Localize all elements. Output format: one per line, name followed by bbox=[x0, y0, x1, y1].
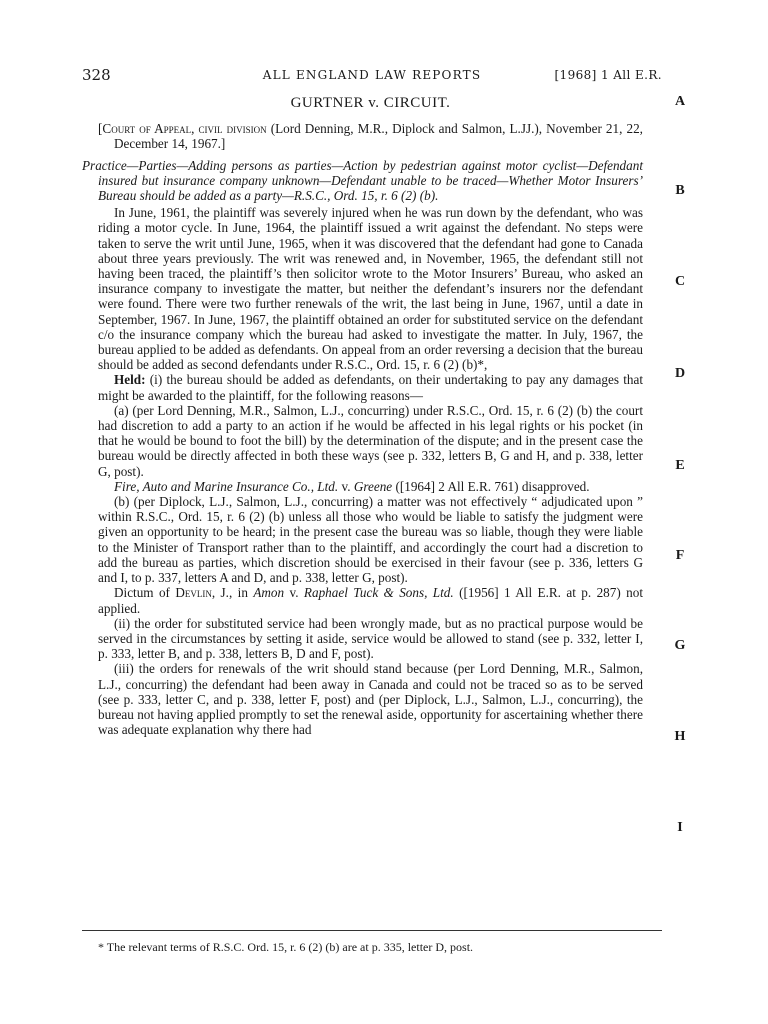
margin-letter-e: E bbox=[675, 458, 685, 473]
page-number: 328 bbox=[82, 66, 111, 84]
dictum-versus: v. bbox=[284, 585, 304, 601]
case-versus: v. bbox=[338, 478, 354, 494]
court-name: Court of Appeal, civil division bbox=[102, 121, 267, 137]
margin-letter-g: G bbox=[674, 638, 686, 653]
court-details: (Lord Denning, M.R., Diplock and Salmon, L.JJ.), November 21, 22, December 14, 1967.] bbox=[114, 121, 643, 152]
running-title: ALL ENGLAND LAW REPORTS bbox=[262, 68, 482, 82]
dictum-paragraph bbox=[98, 585, 643, 615]
case-name: Fire, Auto and Marine Insurance Co., Ltd. bbox=[114, 478, 339, 494]
margin-letter-c: C bbox=[674, 274, 686, 289]
dictum-case-name: Amon bbox=[253, 585, 285, 601]
case-other-party: Greene bbox=[353, 478, 393, 494]
margin-letter-i: I bbox=[677, 820, 683, 835]
margin-letter-b: B bbox=[675, 183, 685, 198]
margin-letter-d: D bbox=[674, 366, 686, 381]
held-text: (i) the bureau should be added as defendants, on their undertaking to pay any damages that might be awarded to the plaintiff, for the following reasons— bbox=[98, 372, 643, 403]
case-reference-fire-auto bbox=[98, 479, 643, 494]
facts-paragraph: In June, 1961, the plaintiff was severely injured when he was run down by the defendant, who was riding a motor cycle. In June, 1964, the plaintiff issued a writ against the defendant. No steps were taken to serve the writ until June, 1965, when it was discovered that the defendant had gone to Canada about three years previously. The writ was renewed and, in November, 1965, the defendant still not having been traced, the plaintiff’s then solicitor wrote to the Motor Insurers’ Bureau, who asked an insurance company to investigate the matter, but neither the defendant’s insurers nor the defendant were found. There were two further renewals of the writ, the last being in June, 1967, until a date in September, 1967. In June, 1967, the plaintiff obtained an order for substituted service on the defendant c/o the insurance company which the bureau had asked to investigate the matter. In July, 1967, the bureau applied to be added as defendants. On appeal from an order reversing a decision that the bureau should be added as second defendants under R.S.C., Ord. 15, r. 6 (2) (b)*, bbox=[98, 205, 643, 373]
case-title: GURTNER v. CIRCUIT. bbox=[290, 95, 451, 111]
dictum-lead: Dictum of bbox=[114, 585, 176, 601]
held-paragraph bbox=[98, 372, 643, 402]
dictum-case-other: Raphael Tuck & Sons, Ltd. bbox=[303, 585, 454, 601]
court-bracket: [ bbox=[98, 121, 103, 137]
reason-iii: (iii) the orders for renewals of the writ should stand because (per Lord Denning, M.R., Salmon, L.J., concurring) the defendant had been away in Canada and could not be traced so as to be served (see p. 333, letter C, and p. 338, letter F, post) and (per Diplock, L.J., Salmon, L.J., concurring), the bureau not having applied promptly to set the renewal aside, opportunity for ascertaining whether there was adequate explanation why there had bbox=[98, 661, 643, 738]
dictum-citation: ([1956] 1 All E.R. at p. 287) not applied. bbox=[98, 585, 643, 616]
footnote-rule bbox=[82, 930, 662, 931]
page-header bbox=[82, 66, 662, 86]
margin-letter-a: A bbox=[674, 94, 686, 109]
court-line bbox=[98, 121, 643, 151]
headnote: Practice—Parties—Adding persons as parties—Action by pedestrian against motor cyclist—Defendant insured but insurance company unknown—Defendant unable to be traced—Whether Motor Insurers’ Bureau should be added as a party—R.S.C., Ord. 15, r. 6 (2) (b). bbox=[82, 157, 643, 204]
margin-letter-h: H bbox=[674, 729, 686, 744]
report-citation: [1968] 1 All E.R. bbox=[554, 68, 662, 82]
dictum-judge: Devlin, J. bbox=[175, 585, 229, 601]
case-citation: ([1964] 2 All E.R. 761) disapproved. bbox=[392, 478, 590, 494]
reason-b: (b) (per Diplock, L.J., Salmon, L.J., concurring) a matter was not effectively “ adjudicated upon ” within R.S.C., Ord. 15, r. 6 (2) (b) unless all those who would be liable to satisfy the judgment were given an opportunity to be heard; in the present case the bureau was so liable, though they were liable to the Minister of Transport rather than to the plaintiff, and accordingly the court had a discretion to add the bureau as parties, which discretion should be exercised in their favour (see p. 336, letters G and I, to p. 337, letters A and D, and p. 338, letter G, post). bbox=[98, 494, 643, 586]
margin-letter-f: F bbox=[675, 548, 685, 563]
held-label: Held: bbox=[114, 372, 146, 388]
footnote: * The relevant terms of R.S.C. Ord. 15, r. 6 (2) (b) are at p. 335, letter D, post. bbox=[98, 940, 474, 954]
reason-ii: (ii) the order for substituted service had been wrongly made, but as no practical purpose would be served in the circumstances by setting it aside, service would be allowed to stand (see p. 332, letter I, p. 333, letter B, and p. 338, letters B, D and F, post). bbox=[98, 615, 643, 662]
report-body bbox=[82, 95, 643, 738]
dictum-mid: , in bbox=[228, 585, 254, 601]
reason-a: (a) (per Lord Denning, M.R., Salmon, L.J., concurring) under R.S.C., Ord. 15, r. 6 (2) (b) the court had discretion to add a party to an action if he would be affected in his legal rights or his pocket (in that he would be bound to foot the bill) by the determination of the dispute; and in the present case the bureau would be directly affected in both these ways (see p. 332, letters B, G and H, and p. 338, letter G, post). bbox=[98, 402, 643, 479]
